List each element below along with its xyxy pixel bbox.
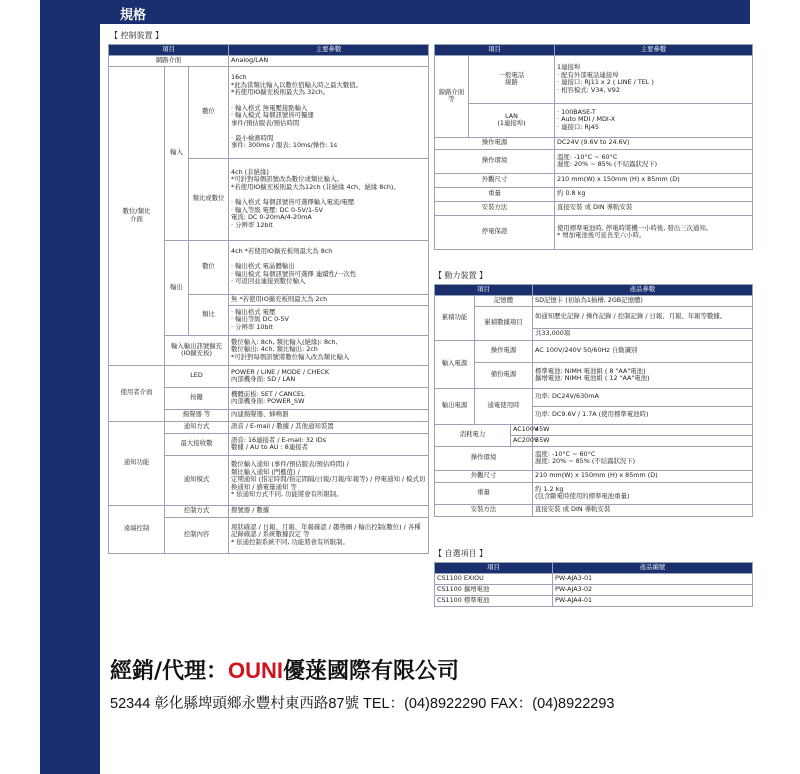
input-power-label: 輸入電源 [435, 340, 475, 388]
power-install-value: 直接安裝 或 DIN 導軌安裝 [533, 504, 753, 516]
dio-input-label: 輸入 [165, 66, 189, 240]
weight-label: 重量 [435, 187, 555, 201]
output-use-label: 通電使用時 [475, 388, 533, 424]
ac100-label: AC100V [511, 424, 533, 435]
remote-method-value: 撥號器 / 數據 [229, 505, 429, 517]
power-head-main: 產品參數 [533, 285, 753, 296]
install-value: 直接安裝 或 DIN 導軌安裝 [555, 201, 753, 215]
option-row-item: CS1100 擴增電池 [435, 584, 553, 595]
op-env-label: 操作環境 [435, 149, 555, 173]
led-label: LED [165, 365, 229, 387]
in-digital-label: 數位 [189, 66, 229, 158]
op-source-value: AC 100V/240V 50/60Hz 自動識別 [533, 340, 753, 362]
output-value-2: 功率: DC9.6V / 1.7A (使用標準電池時) [533, 406, 753, 424]
out-analog-label: 類比 [189, 294, 229, 335]
in-digital-value: 16ch *此為當類比輸入以數位值輸入時之最大數值。 *若使用IO擴充板則最大為 32ch。 · 輸入格式 無電壓接點輸入 · 輸入模式 每個訊號皆可獨運 事件/預估服表/預估時間 · 最小檢測時間 事件: 300ms / 服表: 10ms/操作: 1s [229, 66, 429, 158]
spec-area [108, 26, 754, 626]
op-power-label: 操作電源 [435, 137, 555, 149]
right-head-main: 主要參數 [555, 45, 753, 56]
notify-method-value: 語音 / E-mail / 數據 / 其他通知裝置 [229, 421, 429, 433]
size-value: 210 mm(W) x 150mm (H) x 85mm (D) [555, 173, 753, 187]
left-accent-bar [40, 0, 100, 774]
control-spec-table [108, 44, 429, 554]
control-section-label: 【 控制裝置 】 [110, 31, 164, 40]
network-value: Analog/LAN [229, 55, 429, 66]
backup-source-value: 標準電池: NiMH 電池組 ( 8 "AA"電池) 擴增電池: NiMH 電池組 ( 12 "AA"電池) [533, 362, 753, 388]
option-row-item: CS1100 標準電池 [435, 595, 553, 606]
out-analog-value: · 輸出格式 電壓 · 輸出等級 DC 0-5V · 分辨率 10bit [229, 305, 429, 335]
notify-label: 通知功能 [109, 421, 165, 505]
power-install-label: 安裝方法 [435, 504, 533, 516]
lan-label: LAN (1連接埠) [469, 103, 555, 137]
io-expansion-value: 數位輸入: 8ch, 類比輸入(絕緣): 8ch, 數位輸出: 4ch, 類比輸出: 2ch *可針對每個訊號將數位輸入改為類比輸入 [229, 335, 429, 365]
ac100-value: 45W [533, 424, 753, 435]
backup-source-label: 備份電源 [475, 362, 533, 388]
memory-value: SD記憶卡 (初始為1插槽, 2GB記憶體) [533, 295, 753, 306]
distributor-prefix: 經銷/代理： [110, 659, 229, 684]
key-value: 機體前板: SET / CANCEL 內部機身面: POWER_SW [229, 387, 429, 409]
power-weight-value: 約 1.2 kg (包含斷電時使用的標準電池重量) [533, 482, 753, 504]
power-spec-table [434, 284, 753, 517]
notify-max-value: 語音: 16連接者 / E-mail: 32 IDs 數據 / AU to AU : 8連接者 [229, 433, 429, 455]
memory-label: 記憶體 [475, 295, 533, 306]
page-title: 規格 [120, 8, 147, 23]
in-analog-value: 4ch (非絕緣) *可針對每個訊號改為數位或類比輸入。 *若使用IO擴充板則最大為12ch (非絕緣 4ch、絕緣 8ch)。 · 輸入格式 每個訊號皆可選擇輸入電流/電壓 · 輸入等級 電壓: DC 0-5V/1-5V 電流: DC 0-20mA/4-20mA · 分辨率 12bit [229, 158, 429, 240]
option-row-code: PW-AJA4-01 [553, 595, 753, 606]
notify-mode-label: 通知模式 [165, 455, 229, 505]
consumption-label: 消耗電力 [435, 424, 511, 446]
output-value-1: 功率: DC24V/630mA [533, 388, 753, 406]
option-row-item: CS1100 EXIOU [435, 573, 553, 584]
option-head-code: 產品編號 [553, 563, 753, 574]
key-label: 按鍵 [165, 387, 229, 409]
acc-total: 共33,000項 [533, 328, 753, 340]
footer [110, 648, 750, 758]
power-env-value: 溫度: -10°C ~ 60°C 濕度: 20% ~ 85% (不結露狀況下) [533, 446, 753, 470]
phone-value: 1連接埠 · 配有外部電話連接埠 · 連接口: RJ11 x 2 ( LINE / TEL ) · 相容模式: V34, V92 [555, 55, 753, 103]
interface-spec-table [434, 44, 753, 250]
led-value: POWER / LINE / MODE / CHECK 內部機身面: SD / LAN [229, 365, 429, 387]
dio-label: 數位/類比 介面 [109, 66, 165, 365]
line-interface-label: 線路介面 等 [435, 55, 469, 137]
remote-content-label: 控制內容 [165, 517, 229, 553]
right-head-item: 項目 [435, 45, 555, 56]
notify-mode-value: 數位輸入通知 (事件/預估服表/預估時間) / 類比輸入通知 (門檻值) / 定期通知 (指定時間/指定間隔/日報/月報/年報等) / 停電通知 / 模式切換通知 / 感電量通知 等 * 依通知方式不同, 功能將會有所限制。 [229, 455, 429, 505]
ui-label: 使用者介面 [109, 365, 165, 421]
op-power-value: DC24V (9.6V to 24.6V) [555, 137, 753, 149]
company-name: 優蒾國際有限公司 [283, 659, 460, 684]
power-size-label: 外觀尺寸 [435, 470, 533, 482]
brand-logo: OUNI [228, 658, 284, 683]
left-head-main: 主要參數 [229, 45, 429, 56]
remote-method-label: 控制方式 [165, 505, 229, 517]
install-label: 安裝方法 [435, 201, 555, 215]
backup-label: 停電保證 [435, 215, 555, 249]
ac200-label: AC200V [511, 435, 533, 446]
power-size-value: 210 mm(W) x 150mm (H) x 85mm (D) [533, 470, 753, 482]
remote-label: 遠端控制 [109, 505, 165, 553]
power-weight-label: 重量 [435, 482, 533, 504]
power-env-label: 操作環境 [435, 446, 533, 470]
out-digital-value: 4ch *若使用IO擴充板則最大為 8ch · 輸出格式 電晶體輸出 · 輸出模式 每個訊號皆可選擇 連續性/一次性 · 可返回並連接到數位輸入 [229, 240, 429, 294]
in-analog-label: 類比或數位 [189, 158, 229, 240]
output-power-label: 輸出電源 [435, 388, 475, 424]
acc-value: 如通知歷史記錄 / 操作記錄 / 控制記錄 / 日報、月報、年報等數據。 [533, 306, 753, 328]
lan-value: · 100BASE-T · Auto MDI / MDI-X · 連接口: RJ45 [555, 103, 753, 137]
op-env-value: 溫度: -10°C ~ 60°C 濕度: 20% ~ 85% (不結露狀況下) [555, 149, 753, 173]
header-bar [100, 0, 750, 24]
out-digital-label: 數位 [189, 240, 229, 294]
phone-label: 一般電話 線路 [469, 55, 555, 103]
weight-value: 約 0.8 kg [555, 187, 753, 201]
dio-output-label: 輸出 [165, 240, 189, 335]
acc-label: 累積數據項目 [475, 306, 533, 340]
notify-max-label: 最大接收數 [165, 433, 229, 455]
option-table [434, 562, 753, 607]
option-row-code: PW-AJA3-02 [553, 584, 753, 595]
io-expansion-label: 輸入輸出訊號擴充 (IO擴充板) [165, 335, 229, 365]
out-analog-note: 無 *若使用IO擴充板則最大為 2ch [229, 294, 429, 305]
record-label: 累積功能 [435, 295, 475, 340]
remote-content-value: 現狀確認 / 日報、月報、年報確認 / 趨勢圖 / 輸出控制(數位) / 各種記錄確認 / 系統數據設定 等 * 依通控制系統不同, 功能將會有所限制。 [229, 517, 429, 553]
buzzer-value: 內建揚聲器、蜂鳴器 [229, 409, 429, 421]
ac200-value: 55W [533, 435, 753, 446]
option-section-label: 【 自選項目 】 [434, 549, 488, 558]
op-source-label: 操作電源 [475, 340, 533, 362]
power-section-label: 【 動力裝置 】 [434, 271, 488, 280]
option-head-item: 項目 [435, 563, 553, 574]
option-row-code: PW-AJA3-01 [553, 573, 753, 584]
size-label: 外觀尺寸 [435, 173, 555, 187]
notify-method-label: 通知方式 [165, 421, 229, 433]
backup-value: 使用標準電池時, 停電時將機一小時後, 發出三次通知。 * 增加電池後可延長至六小時。 [555, 215, 753, 249]
contact-address: 52344 彰化縣埤頭鄉永豐村東西路87號 TEL：(04)8922290 FAX：(04)8922293 [110, 696, 615, 712]
distributor-line [110, 654, 459, 685]
buzzer-label: 揚聲器 等 [165, 409, 229, 421]
left-head-item: 項目 [109, 45, 229, 56]
network-item: 網路介面 [109, 55, 229, 66]
power-head-item: 項目 [435, 285, 533, 296]
